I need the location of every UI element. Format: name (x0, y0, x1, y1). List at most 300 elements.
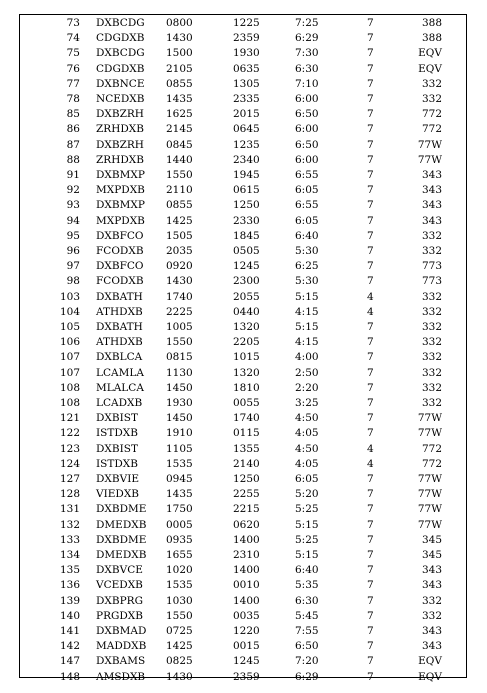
duration-cell: 6:50 (295, 138, 319, 151)
table-row (20, 31, 466, 46)
duration-cell: 6:05 (295, 473, 319, 485)
departure-time-cell: 0725 (166, 625, 193, 637)
arrival-time-cell: 0035 (233, 609, 260, 622)
duration-cell: 6:40 (295, 564, 319, 577)
frequency-cell: 7 (367, 153, 374, 166)
duration-cell: 7:10 (295, 77, 319, 90)
departure-time-cell: 1535 (166, 579, 193, 592)
aircraft-cell: EQV (418, 670, 442, 683)
aircraft-cell: 77W (417, 518, 442, 531)
duration-cell: 4:05 (295, 427, 319, 440)
table-row (20, 259, 466, 274)
table-row (20, 168, 466, 183)
arrival-time-cell: 2310 (233, 549, 260, 561)
arrival-time-cell: 0615 (233, 184, 260, 197)
route-cell: ISTDXB (96, 457, 138, 470)
frequency-cell: 4 (367, 457, 374, 470)
duration-cell: 6:25 (295, 260, 319, 273)
duration-cell: 5:35 (295, 579, 319, 592)
duration-cell: 6:05 (295, 184, 319, 197)
route-cell: DXBIST (96, 412, 138, 425)
frequency-cell: 7 (367, 351, 374, 364)
aircraft-cell: 332 (421, 351, 442, 364)
departure-time-cell: 1535 (166, 457, 193, 470)
table-row (20, 563, 466, 578)
arrival-time-cell: 1930 (233, 47, 260, 60)
departure-time-cell: 1430 (166, 275, 193, 288)
duration-cell: 2:20 (295, 381, 319, 394)
aircraft-cell: EQV (418, 655, 442, 668)
aircraft-cell: 343 (421, 625, 442, 637)
flight-number-cell: 98 (66, 275, 80, 288)
flight-number-cell: 142 (59, 640, 80, 653)
departure-time-cell: 1425 (166, 214, 193, 227)
aircraft-cell: 77W (417, 412, 442, 425)
flight-number-cell: 77 (66, 77, 80, 90)
departure-time-cell: 2110 (166, 184, 193, 197)
duration-cell: 5:45 (295, 609, 319, 622)
aircraft-cell: 772 (421, 123, 442, 136)
flight-number-cell: 128 (59, 488, 80, 501)
frequency-cell: 7 (367, 366, 374, 379)
route-cell: DXBVCE (96, 564, 143, 577)
route-cell: FCODXB (96, 245, 144, 257)
flight-number-cell: 76 (66, 62, 80, 75)
table-row (20, 502, 466, 517)
departure-time-cell: 1440 (166, 153, 193, 166)
duration-cell: 6:50 (295, 108, 319, 121)
arrival-time-cell: 1320 (233, 366, 260, 379)
departure-time-cell: 0825 (166, 655, 193, 668)
aircraft-cell: 332 (421, 321, 442, 333)
frequency-cell: 7 (367, 594, 374, 607)
route-cell: DXBPRG (96, 594, 143, 607)
duration-cell: 7:25 (295, 17, 319, 29)
duration-cell: 4:15 (295, 305, 319, 318)
flight-number-cell: 122 (59, 427, 80, 440)
departure-time-cell: 0845 (166, 138, 193, 151)
flight-number-cell: 73 (66, 17, 80, 29)
arrival-time-cell: 2359 (233, 670, 260, 683)
table-row (20, 594, 466, 609)
duration-cell: 7:20 (295, 655, 319, 668)
departure-time-cell: 1450 (166, 381, 193, 394)
frequency-cell: 7 (367, 77, 374, 90)
frequency-cell: 4 (367, 290, 374, 303)
table-row (20, 654, 466, 669)
flight-number-cell: 132 (59, 518, 80, 531)
frequency-cell: 7 (367, 260, 374, 273)
duration-cell: 5:15 (295, 321, 319, 333)
table-row (20, 62, 466, 77)
flight-number-cell: 135 (59, 564, 80, 577)
frequency-cell: 7 (367, 473, 374, 485)
departure-time-cell: 1435 (166, 488, 193, 501)
flight-number-cell: 108 (59, 381, 80, 394)
frequency-cell: 7 (367, 640, 374, 653)
aircraft-cell: 77W (417, 473, 442, 485)
frequency-cell: 7 (367, 397, 374, 409)
table-row (20, 335, 466, 350)
table-row (20, 122, 466, 137)
flight-number-cell: 88 (66, 153, 80, 166)
arrival-time-cell: 1220 (233, 625, 260, 637)
arrival-time-cell: 2055 (233, 290, 260, 303)
flight-number-cell: 134 (59, 549, 80, 561)
arrival-time-cell: 1320 (233, 321, 260, 333)
flight-number-cell: 131 (59, 503, 80, 516)
aircraft-cell: 773 (421, 260, 442, 273)
aircraft-cell: 332 (421, 381, 442, 394)
frequency-cell: 7 (367, 609, 374, 622)
aircraft-cell: 332 (421, 77, 442, 90)
duration-cell: 7:30 (295, 47, 319, 60)
duration-cell: 2:50 (295, 366, 319, 379)
table-row (20, 350, 466, 365)
table-row (20, 16, 466, 31)
table-row (20, 548, 466, 563)
flight-number-cell: 78 (66, 93, 80, 105)
frequency-cell: 7 (367, 169, 374, 181)
departure-time-cell: 1105 (166, 442, 193, 455)
frequency-cell: 7 (367, 533, 374, 546)
route-cell: DXBDME (96, 533, 147, 546)
frequency-cell: 7 (367, 32, 374, 45)
aircraft-cell: 332 (421, 305, 442, 318)
duration-cell: 5:25 (295, 533, 319, 546)
arrival-time-cell: 0055 (233, 397, 260, 409)
departure-time-cell: 1505 (166, 229, 193, 242)
route-cell: ZRHDXB (96, 123, 144, 136)
departure-time-cell: 0855 (166, 199, 193, 212)
departure-time-cell: 1005 (166, 321, 193, 333)
departure-time-cell: 0945 (166, 473, 193, 485)
departure-time-cell: 1625 (166, 108, 193, 121)
table-row (20, 442, 466, 457)
departure-time-cell: 1430 (166, 670, 193, 683)
aircraft-cell: 332 (421, 229, 442, 242)
frequency-cell: 7 (367, 381, 374, 394)
flight-number-cell: 124 (59, 457, 80, 470)
arrival-time-cell: 1400 (233, 564, 260, 577)
frequency-cell: 4 (367, 305, 374, 318)
arrival-time-cell: 2015 (233, 108, 260, 121)
frequency-cell: 7 (367, 670, 374, 683)
duration-cell: 6:00 (295, 93, 319, 105)
frequency-cell: 7 (367, 229, 374, 242)
aircraft-cell: 772 (421, 442, 442, 455)
frequency-cell: 7 (367, 123, 374, 136)
arrival-time-cell: 1845 (233, 229, 260, 242)
table-row (20, 107, 466, 122)
duration-cell: 6:50 (295, 640, 319, 653)
duration-cell: 4:15 (295, 336, 319, 349)
duration-cell: 5:30 (295, 245, 319, 257)
route-cell: DMEDXB (96, 518, 147, 531)
frequency-cell: 7 (367, 47, 374, 60)
departure-time-cell: 1550 (166, 609, 193, 622)
departure-time-cell: 1750 (166, 503, 193, 516)
route-cell: ATHDXB (96, 305, 143, 318)
table-row (20, 198, 466, 213)
route-cell: DXBVIE (96, 473, 140, 485)
frequency-cell: 7 (367, 62, 374, 75)
route-cell: DXBMAD (96, 625, 147, 637)
departure-time-cell: 1910 (166, 427, 193, 440)
table-row (20, 609, 466, 624)
arrival-time-cell: 1225 (233, 17, 260, 29)
departure-time-cell: 0800 (166, 17, 193, 29)
aircraft-cell: 343 (421, 564, 442, 577)
arrival-time-cell: 2255 (233, 488, 260, 501)
arrival-time-cell: 2300 (233, 275, 260, 288)
flight-number-cell: 92 (66, 184, 80, 197)
flight-number-cell: 136 (59, 579, 80, 592)
table-row (20, 457, 466, 472)
departure-time-cell: 1450 (166, 412, 193, 425)
table-row (20, 487, 466, 502)
route-cell: PRGDXB (96, 609, 143, 622)
arrival-time-cell: 1245 (233, 655, 260, 668)
duration-cell: 3:25 (295, 397, 319, 409)
departure-time-cell: 2145 (166, 123, 193, 136)
frequency-cell: 7 (367, 518, 374, 531)
route-cell: DXBZRH (96, 108, 144, 121)
duration-cell: 5:15 (295, 549, 319, 561)
flight-number-cell: 108 (59, 397, 80, 409)
aircraft-cell: 332 (421, 336, 442, 349)
departure-time-cell: 1425 (166, 640, 193, 653)
arrival-time-cell: 2215 (233, 503, 260, 516)
route-cell: DXBMXP (96, 199, 145, 212)
duration-cell: 6:05 (295, 214, 319, 227)
route-cell: MXPDXB (96, 184, 145, 197)
route-cell: LCADXB (96, 397, 143, 409)
frequency-cell: 7 (367, 199, 374, 212)
table-row (20, 670, 466, 685)
departure-time-cell: 1550 (166, 336, 193, 349)
arrival-time-cell: 0645 (233, 123, 260, 136)
duration-cell: 5:30 (295, 275, 319, 288)
duration-cell: 6:55 (295, 169, 319, 181)
flight-number-cell: 93 (66, 199, 80, 212)
frequency-cell: 4 (367, 442, 374, 455)
departure-time-cell: 0920 (166, 260, 193, 273)
departure-time-cell: 1435 (166, 93, 193, 105)
route-cell: DXBAMS (96, 655, 146, 668)
flight-number-cell: 75 (66, 47, 80, 60)
aircraft-cell: 772 (421, 108, 442, 121)
route-cell: VCEDXB (96, 579, 143, 592)
flight-number-cell: 106 (59, 336, 80, 349)
arrival-time-cell: 1235 (233, 138, 260, 151)
route-cell: DXBZRH (96, 138, 144, 151)
duration-cell: 4:00 (295, 351, 319, 364)
table-row (20, 396, 466, 411)
arrival-time-cell: 1245 (233, 260, 260, 273)
aircraft-cell: 345 (421, 533, 442, 546)
aircraft-cell: 77W (417, 138, 442, 151)
route-cell: MXPDXB (96, 214, 145, 227)
duration-cell: 6:00 (295, 153, 319, 166)
duration-cell: 4:50 (295, 442, 319, 455)
aircraft-cell: 388 (421, 17, 442, 29)
flight-number-cell: 87 (66, 138, 80, 151)
route-cell: NCEDXB (96, 93, 145, 105)
table-row (20, 183, 466, 198)
flight-number-cell: 107 (59, 351, 80, 364)
route-cell: DXBDME (96, 503, 147, 516)
route-cell: CDGDXB (96, 62, 145, 75)
departure-time-cell: 1550 (166, 169, 193, 181)
arrival-time-cell: 1250 (233, 473, 260, 485)
duration-cell: 7:55 (295, 625, 319, 637)
table-row (20, 518, 466, 533)
frequency-cell: 7 (367, 275, 374, 288)
departure-time-cell: 1930 (166, 397, 193, 409)
flight-number-cell: 121 (59, 412, 80, 425)
aircraft-cell: EQV (418, 47, 442, 60)
arrival-time-cell: 0115 (233, 427, 260, 440)
route-cell: DXBLCA (96, 351, 143, 364)
route-cell: DXBIST (96, 442, 138, 455)
duration-cell: 5:20 (295, 488, 319, 501)
route-cell: MLALCA (96, 381, 144, 394)
arrival-time-cell: 0015 (233, 640, 260, 653)
table-row (20, 366, 466, 381)
flight-number-cell: 141 (59, 625, 80, 637)
table-row (20, 92, 466, 107)
arrival-time-cell: 0010 (233, 579, 260, 592)
aircraft-cell: 772 (421, 457, 442, 470)
departure-time-cell: 1130 (166, 366, 193, 379)
frequency-cell: 7 (367, 503, 374, 516)
duration-cell: 5:15 (295, 290, 319, 303)
arrival-time-cell: 2359 (233, 32, 260, 45)
flight-number-cell: 95 (66, 229, 80, 242)
flight-number-cell: 123 (59, 442, 80, 455)
duration-cell: 4:05 (295, 457, 319, 470)
table-row (20, 624, 466, 639)
route-cell: DXBATH (96, 290, 143, 303)
table-row (20, 214, 466, 229)
arrival-time-cell: 1015 (233, 351, 260, 364)
arrival-time-cell: 0620 (233, 518, 260, 531)
table-row (20, 290, 466, 305)
frequency-cell: 7 (367, 579, 374, 592)
frequency-cell: 7 (367, 625, 374, 637)
flight-number-cell: 127 (59, 473, 80, 485)
arrival-time-cell: 1400 (233, 594, 260, 607)
aircraft-cell: 332 (421, 366, 442, 379)
route-cell: LCAMLA (96, 366, 144, 379)
departure-time-cell: 0815 (166, 351, 193, 364)
aircraft-cell: 332 (421, 397, 442, 409)
frequency-cell: 7 (367, 214, 374, 227)
duration-cell: 6:40 (295, 229, 319, 242)
route-cell: ISTDXB (96, 427, 138, 440)
aircraft-cell: 343 (421, 579, 442, 592)
duration-cell: 6:55 (295, 199, 319, 212)
aircraft-cell: 332 (421, 594, 442, 607)
flight-number-cell: 147 (59, 655, 80, 668)
frequency-cell: 7 (367, 427, 374, 440)
frequency-cell: 7 (367, 488, 374, 501)
duration-cell: 6:00 (295, 123, 319, 136)
duration-cell: 6:30 (295, 62, 319, 75)
arrival-time-cell: 1305 (233, 77, 260, 90)
frequency-cell: 7 (367, 17, 374, 29)
arrival-time-cell: 2205 (233, 336, 260, 349)
departure-time-cell: 1500 (166, 47, 193, 60)
arrival-time-cell: 1810 (233, 381, 260, 394)
departure-time-cell: 0855 (166, 77, 193, 90)
aircraft-cell: 332 (421, 290, 442, 303)
route-cell: FCODXB (96, 275, 144, 288)
frequency-cell: 7 (367, 245, 374, 257)
flight-number-cell: 133 (59, 533, 80, 546)
departure-time-cell: 1430 (166, 32, 193, 45)
frequency-cell: 7 (367, 321, 374, 333)
table-row (20, 472, 466, 487)
departure-time-cell: 2225 (166, 305, 193, 318)
table-row (20, 244, 466, 259)
arrival-time-cell: 0440 (233, 305, 260, 318)
flight-number-cell: 91 (66, 169, 80, 181)
duration-cell: 5:25 (295, 503, 319, 516)
duration-cell: 6:30 (295, 594, 319, 607)
table-row (20, 274, 466, 289)
arrival-time-cell: 1945 (233, 169, 260, 181)
arrival-time-cell: 0505 (233, 245, 260, 257)
aircraft-cell: 345 (421, 549, 442, 561)
frequency-cell: 7 (367, 549, 374, 561)
flight-number-cell: 97 (66, 260, 80, 273)
table-row (20, 320, 466, 335)
arrival-time-cell: 1250 (233, 199, 260, 212)
aircraft-cell: 77W (417, 503, 442, 516)
frequency-cell: 7 (367, 138, 374, 151)
flight-number-cell: 96 (66, 245, 80, 257)
route-cell: DXBFCO (96, 229, 144, 242)
aircraft-cell: 343 (421, 184, 442, 197)
flight-number-cell: 74 (66, 32, 80, 45)
aircraft-cell: 332 (421, 93, 442, 105)
duration-cell: 6:29 (295, 32, 319, 45)
arrival-time-cell: 1400 (233, 533, 260, 546)
table-row (20, 138, 466, 153)
route-cell: DXBATH (96, 321, 143, 333)
aircraft-cell: 343 (421, 199, 442, 212)
departure-time-cell: 1030 (166, 594, 193, 607)
arrival-time-cell: 0635 (233, 62, 260, 75)
frequency-cell: 7 (367, 564, 374, 577)
aircraft-cell: 343 (421, 640, 442, 653)
departure-time-cell: 0935 (166, 533, 193, 546)
arrival-time-cell: 2140 (233, 457, 260, 470)
duration-cell: 5:15 (295, 518, 319, 531)
flight-number-cell: 85 (66, 108, 80, 121)
route-cell: DXBNCE (96, 77, 145, 90)
table-row (20, 426, 466, 441)
table-row (20, 305, 466, 320)
aircraft-cell: 332 (421, 245, 442, 257)
flight-number-cell: 103 (59, 290, 80, 303)
flight-number-cell: 107 (59, 366, 80, 379)
route-cell: DXBCDG (96, 17, 145, 29)
table-row (20, 229, 466, 244)
aircraft-cell: 343 (421, 169, 442, 181)
